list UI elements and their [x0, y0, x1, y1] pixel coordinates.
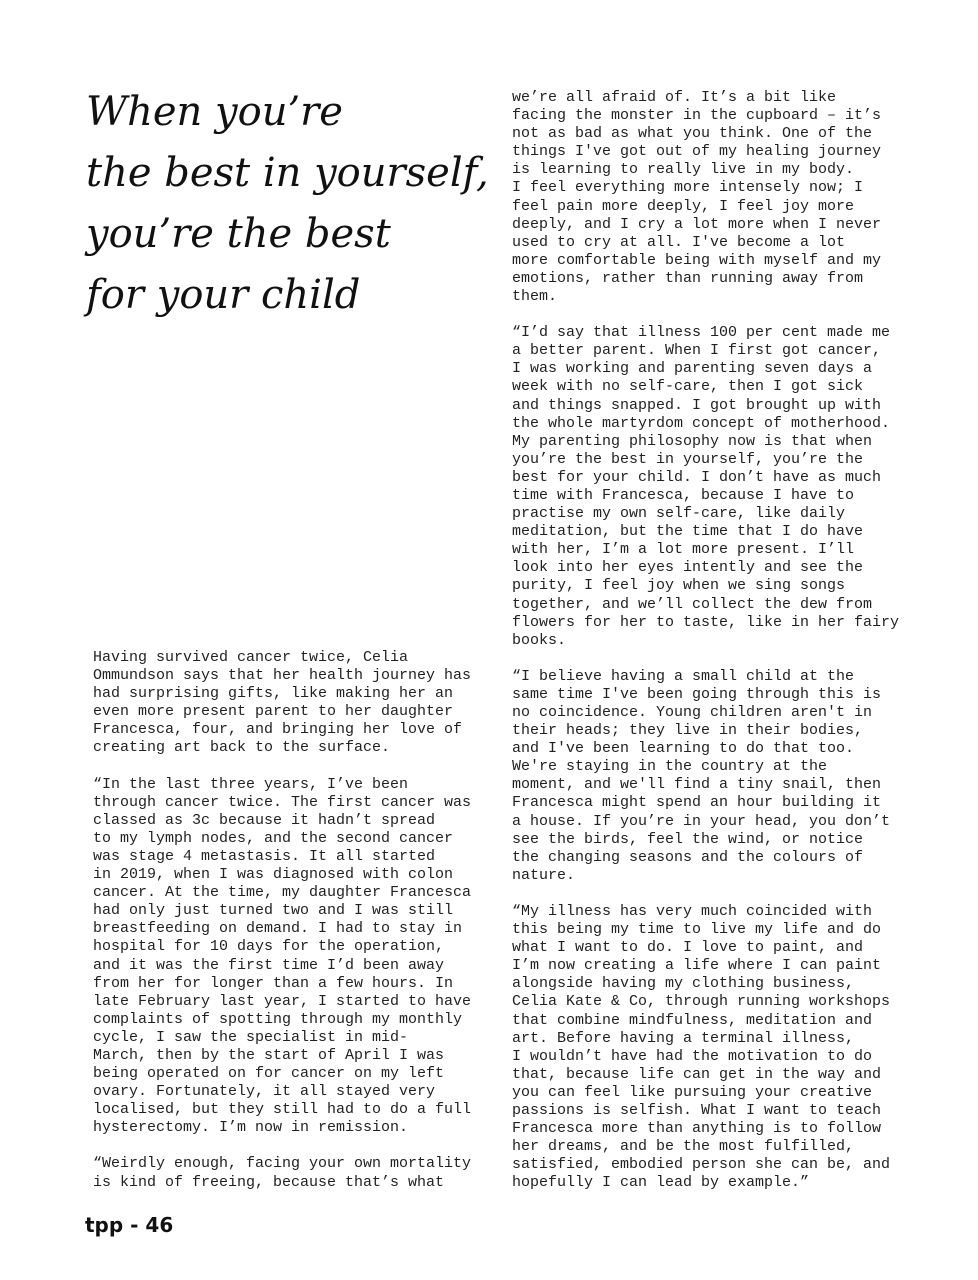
- text-line: what I want to do. I love to paint, and: [512, 939, 864, 957]
- text-line: their heads; they live in their bodies,: [512, 722, 864, 740]
- text-line: nature.: [512, 866, 576, 884]
- text-line: hopefully I can lead by example.”: [512, 1174, 810, 1192]
- text-line: flowers for her to taste, like in her fairy: [512, 613, 900, 631]
- pull-quote-line: the best in yourself,: [86, 150, 489, 196]
- text-line: more comfortable being with myself and my: [512, 251, 882, 269]
- text-line: complaints of spotting through my monthly: [93, 1010, 463, 1028]
- text-line: satisfied, embodied person she can be, and: [512, 1156, 891, 1174]
- text-line: and it was the first time I’d been away: [93, 956, 445, 974]
- article-paragraph: [93, 1155, 483, 1191]
- text-line: Celia Kate & Co, through running workshops: [512, 993, 891, 1011]
- text-line: hospital for 10 days for the operation,: [93, 938, 445, 956]
- text-line: see the birds, feel the wind, or notice: [512, 830, 864, 848]
- text-line: no coincidence. Young children aren't in: [512, 704, 873, 721]
- text-line: moment, and we'll find a tiny snail, then: [512, 776, 882, 794]
- text-line: emotions, rather than running away from: [512, 269, 864, 287]
- text-line: I’m now creating a life where I can paint: [512, 957, 882, 975]
- text-line: “I believe having a small child at the: [512, 667, 855, 685]
- text-line: not as bad as what you think. One of the: [512, 125, 873, 143]
- text-line: deeply, and I cry a lot more when I never: [512, 215, 882, 233]
- text-line: had only just turned two and I was still: [93, 902, 454, 920]
- text-line: “I’d say that illness 100 per cent made me: [512, 324, 891, 342]
- text-line: Francesca might spend an hour building it: [512, 794, 882, 812]
- article-left-column: [93, 649, 483, 1192]
- text-line: practise my own self-care, like daily: [512, 505, 846, 523]
- text-line: look into her eyes intently and see the: [512, 559, 864, 577]
- text-line: things I've got out of my healing journey: [512, 143, 882, 161]
- text-line: “Weirdly enough, facing your own mortality: [93, 1155, 472, 1173]
- text-line: a better parent. When I first got cancer,: [512, 342, 882, 360]
- text-line: books.: [512, 631, 567, 649]
- text-line: hysterectomy. I’m now in remission.: [93, 1119, 409, 1137]
- text-line: even more present parent to her daughter: [93, 703, 454, 721]
- text-line: together, and we’ll collect the dew from: [512, 595, 873, 613]
- text-line: this being my time to live my life and do: [512, 921, 882, 939]
- text-line: being operated on for cancer on my left: [93, 1065, 445, 1083]
- text-line: Francesca, four, and bringing her love of: [93, 721, 463, 739]
- text-line: to my lymph nodes, and the second cancer: [93, 829, 454, 847]
- article-paragraph: [512, 668, 902, 885]
- article-paragraph: [512, 324, 902, 650]
- article-paragraph: [512, 903, 902, 1193]
- text-line: best for your child. I don’t have as much: [512, 468, 882, 486]
- text-line: and I've been learning to do that too.: [512, 740, 855, 758]
- text-line: March, then by the start of April I was: [93, 1046, 445, 1064]
- text-line: her dreams, and be the most fulfilled,: [512, 1138, 855, 1156]
- text-line: in 2019, when I was diagnosed with colon: [93, 866, 454, 884]
- text-line: I was working and parenting seven days a: [512, 360, 873, 378]
- text-line: Ommundson says that her health journey has: [93, 667, 472, 685]
- text-line: Francesca more than anything is to follow: [512, 1120, 882, 1138]
- text-line: purity, I feel joy when we sing songs: [512, 577, 846, 595]
- text-line: used to cry at all. I've become a lot: [512, 233, 846, 251]
- text-line: late February last year, I started to have: [93, 992, 472, 1010]
- text-line: breastfeeding on demand. I had to stay in: [93, 920, 463, 938]
- text-line: I wouldn’t have had the motivation to do: [512, 1047, 873, 1065]
- page-number: tpp - 46: [85, 1213, 174, 1237]
- text-line: is learning to really live in my body.: [512, 161, 855, 179]
- text-line: My parenting philosophy now is that when: [512, 432, 873, 450]
- text-line: meditation, but the time that I do have: [512, 523, 864, 541]
- text-line: alongside having my clothing business,: [512, 975, 855, 993]
- text-line: time with Francesca, because I have to: [512, 486, 855, 504]
- article-right-column: [512, 89, 902, 1192]
- text-line: facing the monster in the cupboard – it’s: [512, 107, 882, 125]
- text-line: passions is selfish. What I want to teach: [512, 1101, 882, 1119]
- text-line: Having survived cancer twice, Celia: [93, 649, 409, 666]
- text-line: we’re all afraid of. It’s a bit like: [512, 89, 837, 106]
- article-paragraph: [512, 89, 902, 306]
- text-line: is kind of freeing, because that’s what: [93, 1173, 445, 1191]
- text-line: feel pain more deeply, I feel joy more: [512, 197, 855, 215]
- text-line: cancer. At the time, my daughter Francesca: [93, 884, 472, 902]
- text-line: that combine mindfulness, meditation and: [512, 1011, 873, 1029]
- text-line: a house. If you’re in your head, you don’t: [512, 812, 891, 830]
- text-line: We're staying in the country at the: [512, 758, 828, 776]
- pull-quote-line: you’re the best: [86, 211, 391, 257]
- text-line: localised, but they still had to do a full: [93, 1101, 472, 1119]
- text-line: the whole martyrdom concept of motherhood.: [512, 414, 891, 432]
- text-line: classed as 3c because it hadn’t spread: [93, 811, 436, 829]
- text-line: “In the last three years, I’ve been: [93, 775, 409, 793]
- text-line: you can feel like pursuing your creative: [512, 1083, 873, 1101]
- text-line: same time I've been going through this is: [512, 685, 882, 703]
- article-paragraph: [93, 649, 483, 758]
- text-line: with her, I’m a lot more present. I’ll: [512, 541, 855, 559]
- article-paragraph: [93, 776, 483, 1138]
- text-line: you’re the best in yourself, you’re the: [512, 450, 864, 468]
- text-line: cycle, I saw the specialist in mid-: [93, 1028, 409, 1046]
- text-line: that, because life can get in the way and: [512, 1065, 882, 1083]
- pull-quote-line: When you’re: [86, 89, 343, 135]
- text-line: them.: [512, 288, 558, 306]
- text-line: art. Before having a terminal illness,: [512, 1029, 855, 1047]
- text-line: through cancer twice. The first cancer was: [93, 793, 472, 811]
- text-line: from her for longer than a few hours. In: [93, 974, 454, 992]
- text-line: I feel everything more intensely now; I: [512, 179, 864, 197]
- text-line: creating art back to the surface.: [93, 739, 391, 757]
- text-line: the changing seasons and the colours of: [512, 848, 864, 866]
- text-line: week with no self-care, then I got sick: [512, 378, 864, 396]
- text-line: “My illness has very much coincided with: [512, 902, 873, 920]
- text-line: and things snapped. I got brought up with: [512, 396, 882, 414]
- pull-quote: [86, 82, 489, 326]
- text-line: had surprising gifts, like making her an: [93, 685, 454, 703]
- text-line: ovary. Fortunately, it all stayed very: [93, 1083, 436, 1101]
- text-line: was stage 4 metastasis. It all started: [93, 847, 436, 865]
- pull-quote-line: for your child: [86, 272, 361, 318]
